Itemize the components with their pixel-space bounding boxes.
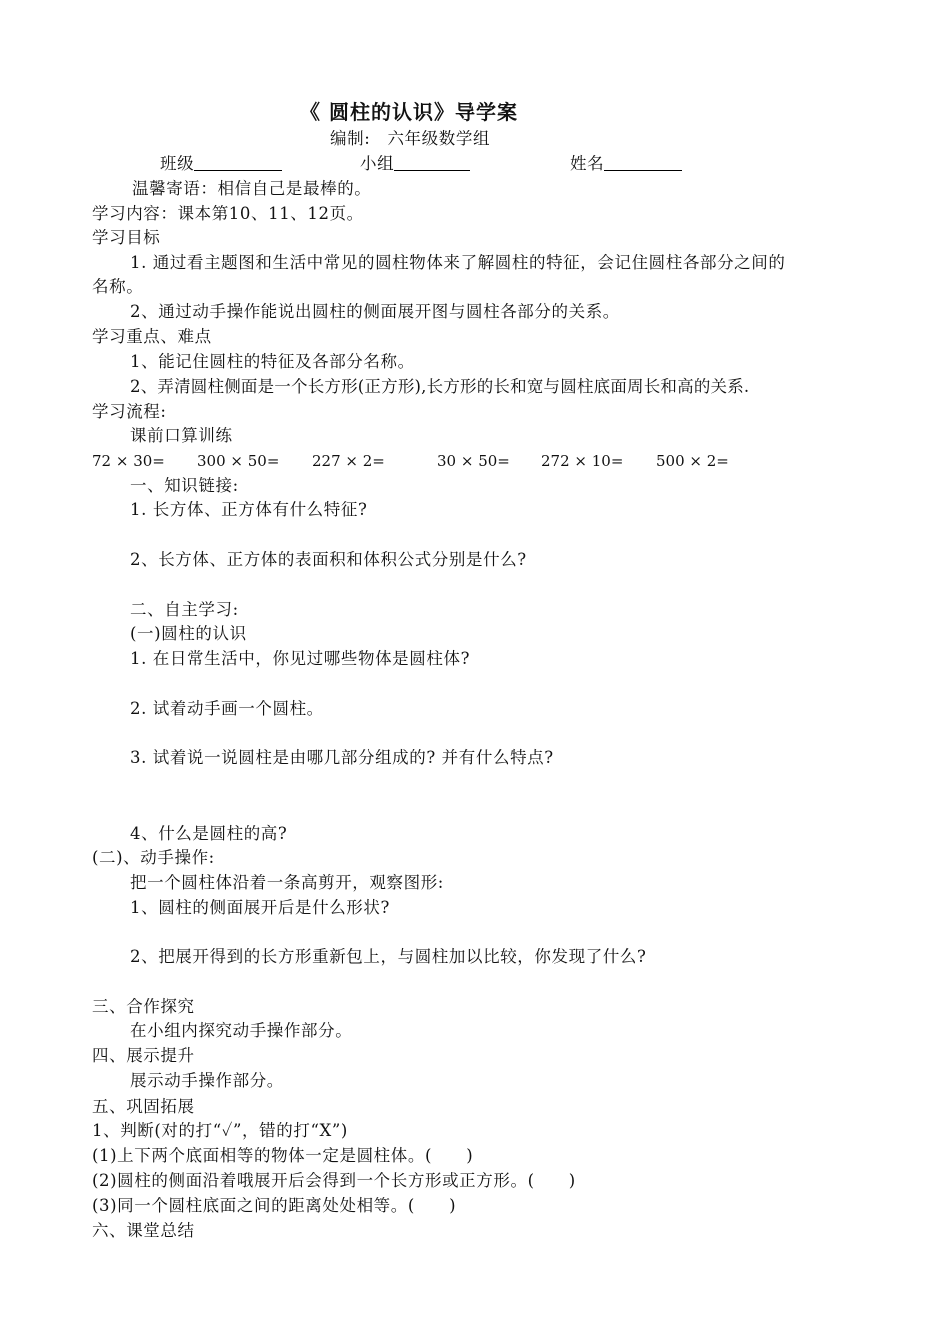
class-label: 班级 [160, 154, 195, 173]
calc-item: 500 × 2= [656, 452, 729, 470]
section-2-sub1: (一)圆柱的认识 [130, 624, 247, 643]
section-1-q1: 1. 长方体、正方体有什么特征? [130, 500, 368, 519]
section-5-heading: 五、巩固拓展 [92, 1097, 195, 1116]
goal-item-2: 2、通过动手操作能说出圆柱的侧面展开图与圆柱各部分的关系。 [130, 302, 620, 321]
class-field [160, 152, 282, 176]
section-1-q2: 2、长方体、正方体的表面积和体积公式分别是什么? [130, 550, 527, 569]
section-2-q5: 1、圆柱的侧面展开后是什么形状? [130, 898, 390, 917]
content-line: 学习内容：课本第10、11、12页。 [92, 204, 364, 223]
calc-item: 30 × 50= [437, 452, 510, 470]
goals-heading: 学习目标 [92, 228, 161, 247]
reminder-line: 温馨寄语：相信自己是最棒的。 [132, 179, 372, 198]
group-label: 小组 [360, 154, 395, 173]
calc-item: 72 × 30= [92, 452, 165, 470]
key-point-2: 2、弄清圆柱侧面是一个长方形(正方形),长方形的长和宽与圆柱底面周长和高的关系. [130, 377, 750, 396]
key-point-1: 1、能记住圆柱的特征及各部分名称。 [130, 352, 415, 371]
name-label: 姓名 [570, 154, 605, 173]
section-2-q4: 4、什么是圆柱的高? [130, 824, 288, 843]
section-4-text: 展示动手操作部分。 [130, 1071, 284, 1090]
judge-item-3: (3)同一个圆柱底面之间的距离处处相等。( ) [92, 1196, 457, 1215]
section-2-sub2: (二)、动手操作: [92, 848, 215, 867]
section-2-heading: 二、自主学习: [130, 600, 239, 619]
warmup-title: 课前口算训练 [130, 426, 233, 445]
calc-item: 300 × 50= [197, 452, 280, 470]
judge-item-2: (2)圆柱的侧面沿着哦展开后会得到一个长方形或正方形。( ) [92, 1171, 576, 1190]
goal-item-1b: 名称。 [92, 277, 144, 296]
name-field [570, 152, 682, 176]
section-1-heading: 一、知识链接: [130, 476, 239, 495]
author-line: 编制: 六年级数学组 [330, 129, 491, 148]
process-heading: 学习流程: [92, 402, 167, 421]
section-2-q2: 2. 试着动手画一个圆柱。 [130, 699, 324, 718]
section-2-q3: 3. 试着说一说圆柱是由哪几部分组成的? 并有什么特点? [130, 748, 554, 767]
section-4-heading: 四、展示提升 [92, 1046, 195, 1065]
judge-item-1: (1)上下两个底面相等的物体一定是圆柱体。( ) [92, 1146, 474, 1165]
key-points-heading: 学习重点、难点 [92, 327, 212, 346]
section-2-q6: 2、把展开得到的长方形重新包上，与圆柱加以比较，你发现了什么? [130, 947, 647, 966]
class-blank[interactable] [194, 152, 282, 171]
section-2-q1: 1. 在日常生活中，你见过哪些物体是圆柱体? [130, 649, 471, 668]
group-blank[interactable] [394, 152, 470, 171]
page-title: 《 圆柱的认识》导学案 [300, 100, 518, 124]
section-2-intro: 把一个圆柱体沿着一条高剪开，观察图形: [130, 873, 444, 892]
name-blank[interactable] [604, 152, 682, 171]
section-6-heading: 六、课堂总结 [92, 1221, 195, 1240]
group-field [360, 152, 470, 176]
goal-item-1a: 1. 通过看主题图和生活中常见的圆柱物体来了解圆柱的特征，会记住圆柱各部分之间的 [130, 253, 786, 272]
section-3-heading: 三、合作探究 [92, 997, 195, 1016]
judge-instruction: 1、判断(对的打“✓”，错的打“X”) [92, 1121, 348, 1140]
calc-item: 272 × 10= [541, 452, 624, 470]
calc-item: 227 × 2= [312, 452, 385, 470]
section-3-text: 在小组内探究动手操作部分。 [130, 1021, 353, 1040]
